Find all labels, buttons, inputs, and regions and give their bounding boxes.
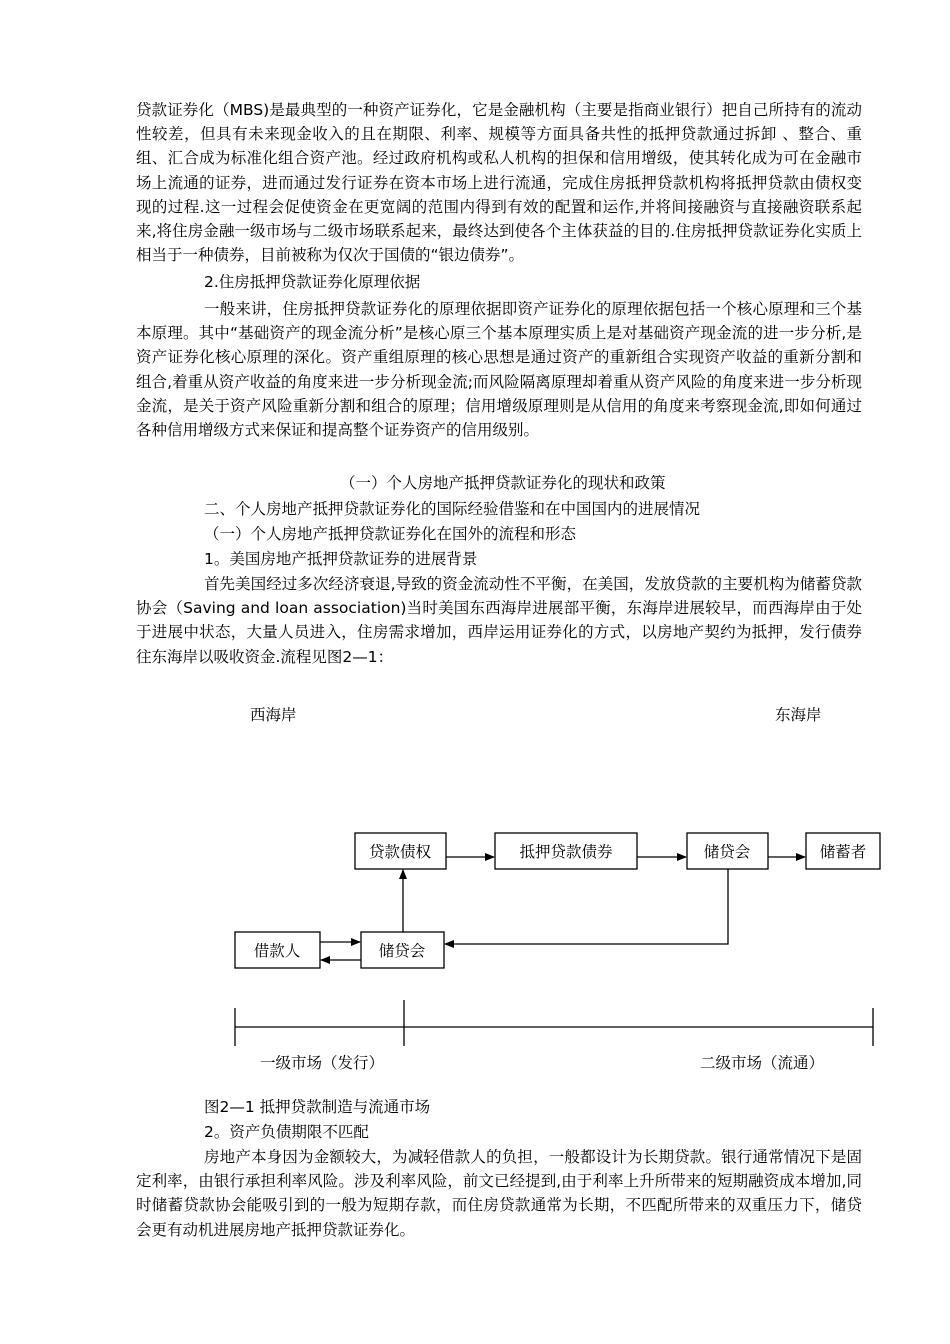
borrower-text: 借款人: [253, 942, 301, 960]
loan-claim-box: [355, 833, 446, 869]
section-two-heading: 二、个人房地产抵押贷款证券化的国际经验借鉴和在中国国内的进展情况: [204, 500, 701, 518]
section-heading-principle: 2.住房抵押贷款证券化原理依据: [204, 273, 421, 291]
savers-box: [806, 833, 880, 869]
mortgage-bond-box: [495, 833, 637, 869]
primary-market-label: 一级市场（发行）: [260, 1054, 385, 1072]
arrow-return-to-sl-left: [445, 869, 728, 944]
secondary-market-label: 二级市场（流通）: [700, 1054, 825, 1072]
east-coast-label: 东海岸: [775, 706, 822, 724]
sl-right-text: 储贷会: [703, 843, 751, 861]
borrower-box: [235, 932, 320, 968]
sl-right-box: [687, 833, 768, 869]
savers-text: 储蓄者: [819, 843, 867, 861]
item-heading-mismatch: 2。资产负债期限不匹配: [204, 1123, 369, 1141]
intro-paragraph: 贷款证券化（MBS)是最典型的一种资产证券化，它是金融机构（主要是指商业银行）把自己所持有的流动性较差，但具有未来现金收入的且在期限、利率、规模等方面具备共性的抵押贷款通过拆卸 、整合、重组、汇合成为标准化组合资产池。经过政府机构或私人机构的担保和信用增级，使其转化成为可在金融市场上流通的证券，进而通过发行证券在资本市场上进行流通，完成住房抵押贷款机构将抵押贷款由债权变现的过程.这一过程会促使资金在更宽阔的范围内得到有效的配置和运作,并将间接融资与直接融资联系起来,将住房金融一级市场与二级市场联系起来，最终达到使各个主体获益的目的.住房抵押贷款证券化实质上相当于一种债券，目前被称为仅次于国债的“银边债券”。: [136, 101, 862, 265]
centered-heading: （一）个人房地产抵押贷款证券化的现状和政策: [340, 474, 666, 492]
mortgage-bond-text: 抵押贷款债券: [519, 843, 613, 861]
mismatch-paragraph: 房地产本身因为金额较大，为减轻借款人的负担，一般都设计为长期贷款。银行通常情况下是固定利率，由银行承担利率风险。涉及利率风险，前文已经提到,由于利率上升所带来的短期融资成本增加,同时储蓄贷款协会能吸引到的一般为短期存款，而住房贷款通常为长期，不匹配所带来的双重压力下，储贷会更有动机进展房地产抵押贷款证券化。: [136, 1148, 862, 1239]
background-paragraph: 首先美国经过多次经济衰退,导致的资金流动性不平衡，在美国，发放贷款的主要机构为储蓄贷款协会（Saving and loan association)当时美国东西海岸进展部平衡，东海岸进展较早，而西海岸由于处于进展中状态，大量人员进入，住房需求增加，西岸运用证券化的方式，以房地产契约为抵押，发行债券往东海岸以吸收资金.流程见图2—1：: [136, 575, 862, 666]
west-coast-label: 西海岸: [250, 706, 297, 724]
sl-left-text: 储贷会: [378, 942, 426, 960]
loan-claim-text: 贷款债权: [368, 843, 432, 861]
principle-paragraph: 一般来讲，住房抵押贷款证券化的原理依据即资产证券化的原理依据包括一个核心原理和三个基本原理。其中“基础资产的现金流分析”是核心原三个基本原理实质上是对基础资产现金流的进一步分析,是资产证券化核心原理的深化。资产重组原理的核心思想是通过资产的重新组合实现资产收益的重新分割和组合,着重从资产收益的角度来进一步分析现金流;而风险隔离原理却着重从资产风险的角度来进一步分析现金流，是关于资产风险重新分割和组合的原理；信用增级原理则是从信用的角度来考察现金流,即如何通过各种信用增级方式来保证和提高整个证券资产的信用级别。: [136, 300, 862, 440]
figure-caption: 图2—1 抵押贷款制造与流通市场: [204, 1098, 431, 1116]
sl-left-box: [361, 932, 444, 968]
subsection-heading: （一）个人房地产抵押贷款证券化在国外的流程和形态: [204, 525, 577, 543]
item-heading-background: 1。美国房地产抵押贷款证券的进展背景: [204, 550, 478, 568]
